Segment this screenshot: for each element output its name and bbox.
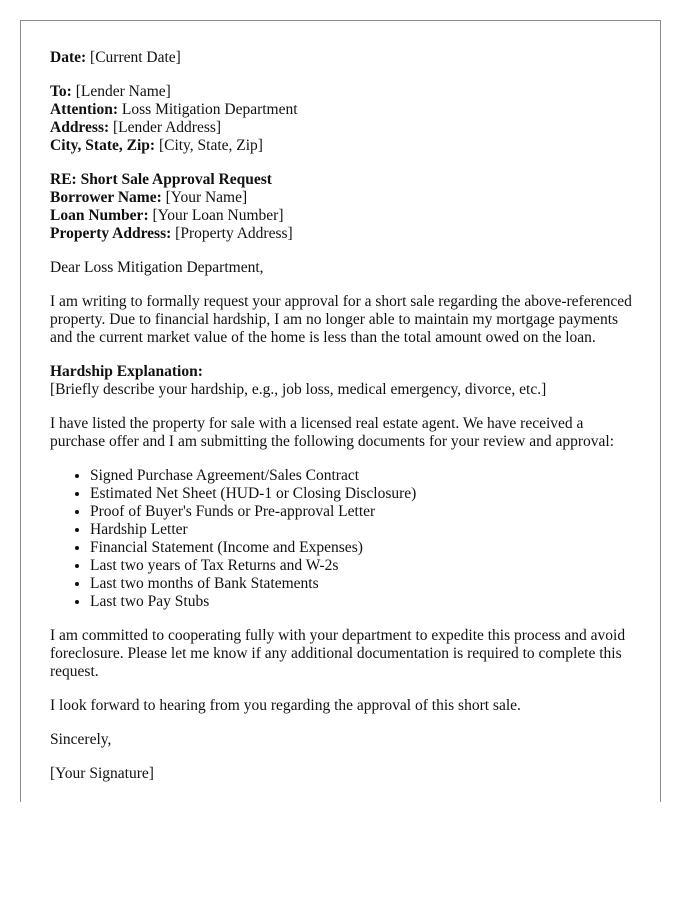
hardship-block xyxy=(50,363,640,399)
borrower-value: [Your Name] xyxy=(165,189,248,206)
attention-value: Loss Mitigation Department xyxy=(121,101,298,118)
re-label: RE: Short Sale Approval Request xyxy=(50,171,272,188)
signoff: Sincerely, xyxy=(50,731,112,748)
city-line xyxy=(50,137,640,155)
documents-list xyxy=(50,467,640,611)
address-label: Address: xyxy=(50,119,110,136)
date-line xyxy=(50,49,640,67)
letter-page xyxy=(20,20,661,802)
address-line xyxy=(50,119,640,137)
loan-label: Loan Number: xyxy=(50,207,149,224)
re-line xyxy=(50,171,640,189)
list-item: • Hardship Letter xyxy=(90,521,640,539)
city-value: [City, State, Zip] xyxy=(158,137,263,154)
salutation: Dear Loss Mitigation Department, xyxy=(50,259,264,276)
list-item: • Last two years of Tax Returns and W-2s xyxy=(90,557,640,575)
signature-placeholder: [Your Signature] xyxy=(50,765,154,782)
address-value: [Lender Address] xyxy=(113,119,222,136)
closing-paragraph: I look forward to hearing from you regarding the approval of this short sale. xyxy=(50,697,521,714)
list-item: • Last two Pay Stubs xyxy=(90,593,640,611)
loan-value: [Your Loan Number] xyxy=(152,207,284,224)
intro-paragraph: I am writing to formally request your approval for a short sale regarding the above-referenced property. Due to financial hardship, I am no longer able to maintain my mortgage payments and the current market value of the home is less than the total amount owed on the loan. xyxy=(50,293,632,346)
date-label: Date: xyxy=(50,49,87,66)
attention-line xyxy=(50,101,640,119)
property-line xyxy=(50,225,640,243)
property-value: [Property Address] xyxy=(175,225,293,242)
list-item: • Signed Purchase Agreement/Sales Contract xyxy=(90,467,640,485)
commitment-paragraph: I am committed to cooperating fully with your department to expedite this process and avoid foreclosure. Please let me know if any additional documentation is required to complete this request. xyxy=(50,627,626,680)
hardship-heading xyxy=(50,363,640,381)
list-item: • Proof of Buyer's Funds or Pre-approval Letter xyxy=(90,503,640,521)
list-item: • Last two months of Bank Statements xyxy=(90,575,640,593)
listing-paragraph: I have listed the property for sale with a licensed real estate agent. We have received a purchase offer and I am submitting the following documents for your review and approval: xyxy=(50,415,615,450)
hardship-text: [Briefly describe your hardship, e.g., job loss, medical emergency, divorce, etc.] xyxy=(50,381,547,398)
recipient-block xyxy=(50,83,640,155)
reference-block xyxy=(50,171,640,243)
attention-label: Attention: xyxy=(50,101,119,118)
date-value: [Current Date] xyxy=(90,49,181,66)
property-label: Property Address: xyxy=(50,225,172,242)
borrower-line xyxy=(50,189,640,207)
letter-content xyxy=(50,49,640,799)
city-label: City, State, Zip: xyxy=(50,137,156,154)
to-value: [Lender Name] xyxy=(75,83,171,100)
date-block xyxy=(50,49,640,67)
list-item: • Financial Statement (Income and Expenses) xyxy=(90,539,640,557)
list-item: • Estimated Net Sheet (HUD-1 or Closing Disclosure) xyxy=(90,485,640,503)
loan-line xyxy=(50,207,640,225)
to-line xyxy=(50,83,640,101)
borrower-label: Borrower Name: xyxy=(50,189,162,206)
to-label: To: xyxy=(50,83,72,100)
hardship-heading-text: Hardship Explanation: xyxy=(50,363,203,380)
